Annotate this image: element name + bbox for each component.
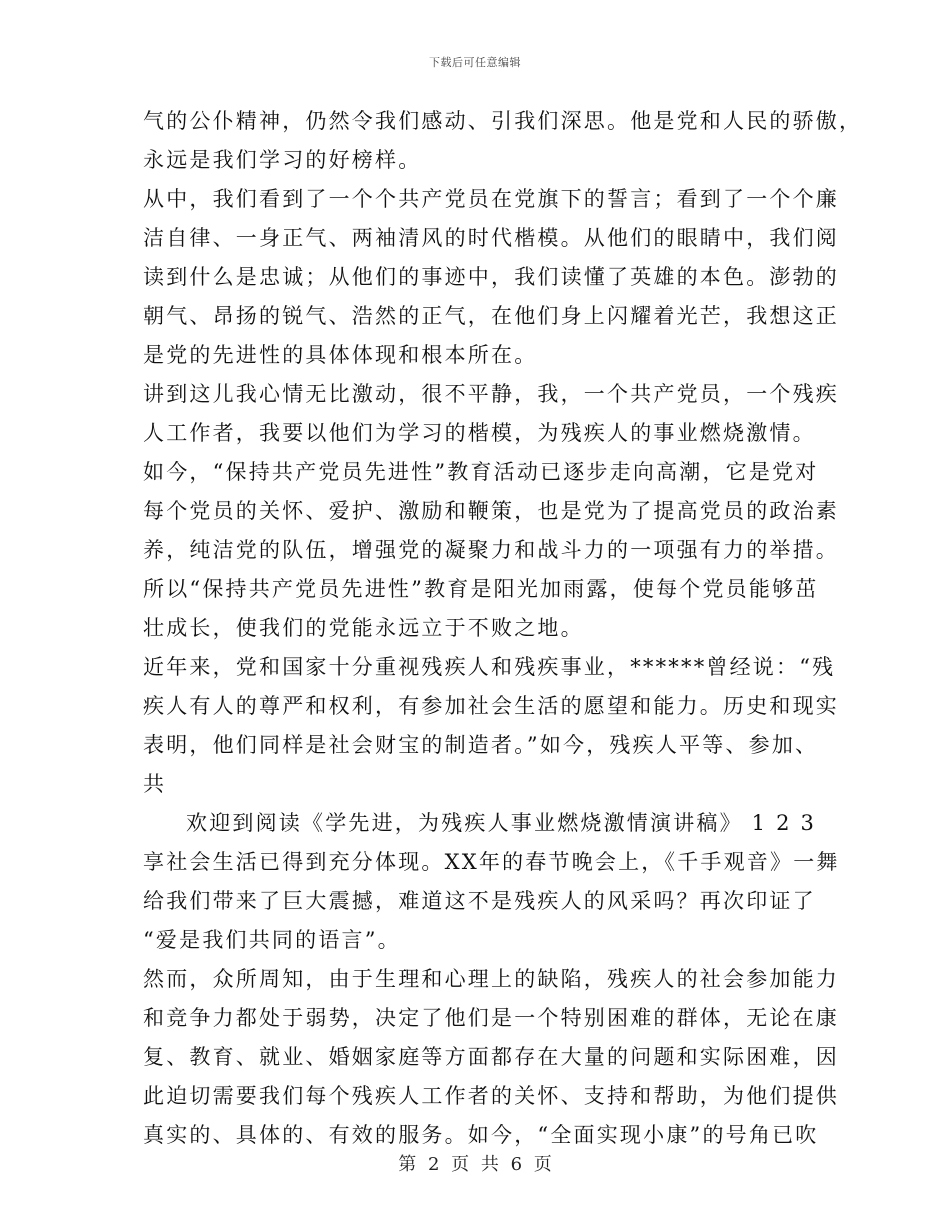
document-body — [143, 102, 863, 1155]
text-line: 永远是我们学习的好榜样。 — [143, 148, 422, 172]
text-line: 养，纯洁党的队伍，增强党的凝聚力和战斗力的一项强有力的举措。 — [143, 538, 839, 562]
text-line: 朝气、昂扬的锐气、浩然的正气，在他们身上闪耀着光芒，我想这正 — [143, 304, 839, 328]
text-line: 表明，他们同样是社会财宝的制造者。”如今，残疾人平等、参加、 — [143, 733, 819, 757]
text-line: 人工作者，我要以他们为学习的楷模，为残疾人的事业燃烧激情。 — [143, 421, 816, 445]
text-line: 壮成长，使我们的党能永远立于不败之地。 — [143, 616, 584, 640]
text-line: 给我们带来了巨大震撼，难道这不是残疾人的风采吗？再次印证了 — [143, 889, 816, 913]
text-line: 讲到这儿我心情无比激动，很不平静，我，一个共产党员，一个残疾 — [143, 382, 839, 406]
text-line: 气的公仆精神，仍然令我们感动、引我们深思。他是党和人民的骄傲， — [143, 109, 863, 133]
text-line: 疾人有人的尊严和权利，有参加社会生活的愿望和能力。历史和现实 — [143, 694, 839, 718]
text-line: 和竞争力都处于弱势，决定了他们是一个特别困难的群体，无论在康 — [143, 1006, 839, 1030]
text-line: 所以“保持共产党员先进性”教育是阳光加雨露，使每个党员能够茁 — [143, 577, 819, 601]
page-number: 第 2 页 共 6 页 — [398, 1154, 552, 1175]
text-line: 此迫切需要我们每个残疾人工作者的关怀、支持和帮助，为他们提供 — [143, 1084, 839, 1108]
text-line: 享社会生活已得到充分体现。XX年的春节晚会上，《千手观音》一舞 — [143, 850, 840, 874]
text-line: 真实的、具体的、有效的服务。如今，“全面实现小康”的号角已吹 — [143, 1123, 819, 1147]
text-line: 读到什么是忠诚；从他们的事迹中，我们读懂了英雄的本色。澎勃的 — [143, 265, 839, 289]
page-header: 下载后可任意编辑 — [429, 56, 521, 69]
text-line: 每个党员的关怀、爱护、激励和鞭策，也是党为了提高党员的政治素 — [143, 499, 839, 523]
text-line: 复、教育、就业、婚姻家庭等方面都存在大量的问题和实际困难，因 — [143, 1045, 839, 1069]
text-line: 是党的先进性的具体体现和根本所在。 — [143, 343, 538, 367]
text-line: 然而，众所周知，由于生理和心理上的缺陷，残疾人的社会参加能力 — [143, 967, 839, 991]
text-line: “爱是我们共同的语言”。 — [143, 928, 401, 952]
read-more-banner: 欢迎到阅读《学先进，为残疾人事业燃烧激情演讲稿》 1 2 3 — [186, 811, 817, 835]
text-line: 近年来，党和国家十分重视残疾人和残疾事业，******曾经说：“残 — [143, 655, 836, 679]
text-line: 从中，我们看到了一个个共产党员在党旗下的誓言；看到了一个个廉 — [143, 187, 839, 211]
text-line: 如今，“保持共产党员先进性”教育活动已逐步走向高潮，它是党对 — [143, 460, 819, 484]
text-line: 共 — [143, 772, 167, 796]
text-line: 洁自律、一身正气、两袖清风的时代楷模。从他们的眼睛中，我们阅 — [143, 226, 839, 250]
